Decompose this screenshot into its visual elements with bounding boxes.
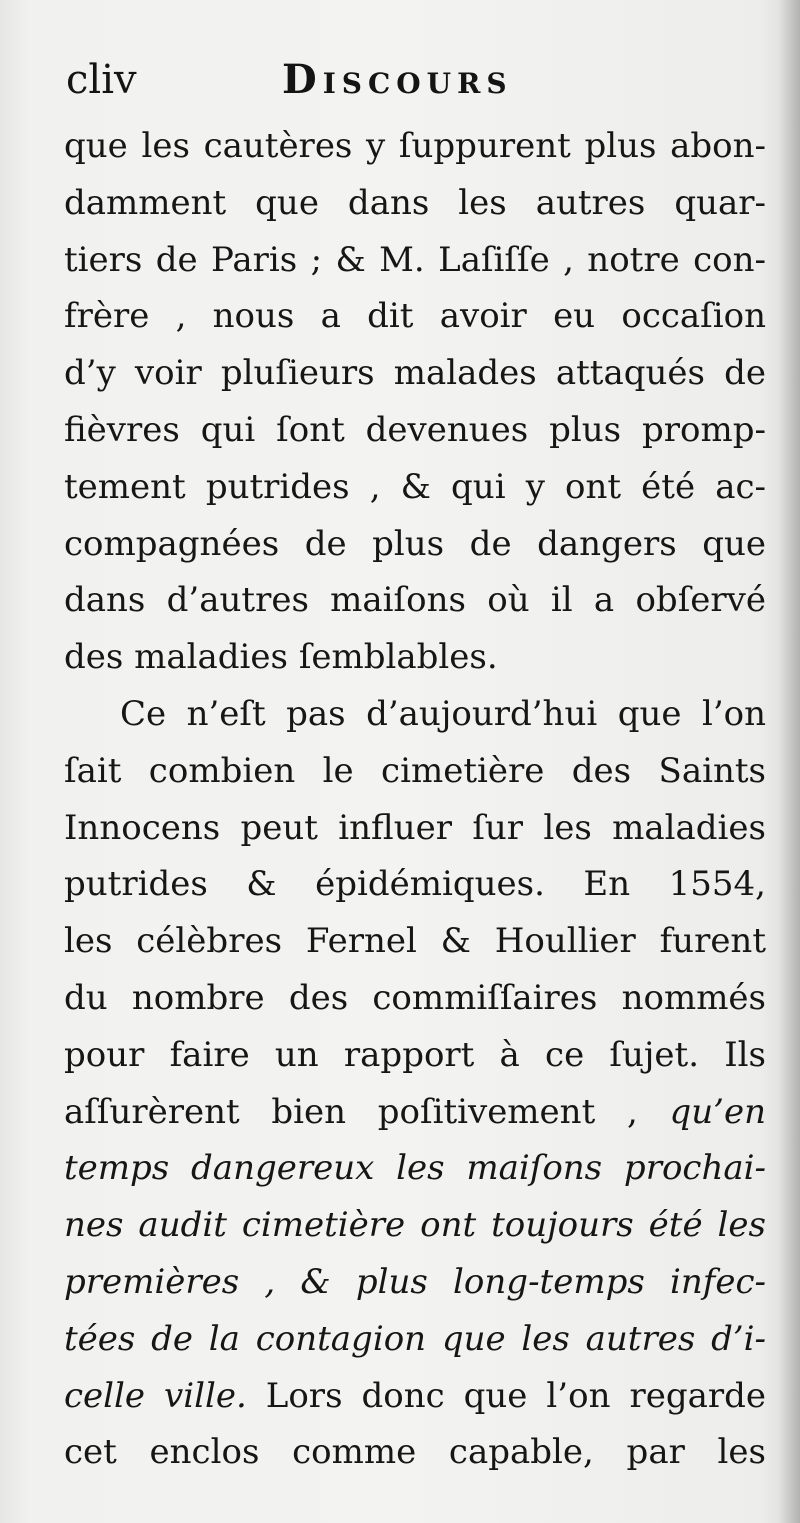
- page-header: [66, 52, 766, 112]
- text-line: aſſurèrent bien poſitivement , qu’en: [64, 1091, 766, 1132]
- text-line: compagnées de plus de dangers que: [64, 523, 766, 564]
- paragraph-end-line: des maladies ſemblables.: [64, 637, 498, 678]
- text-line: que les cautères y ſuppurent plus abon-: [64, 126, 766, 166]
- text-line: cet enclos comme capable, par les: [64, 1432, 766, 1473]
- italic-quote: qu’en: [669, 1091, 766, 1132]
- text-line: ſait combien le cimetière des Saints: [64, 750, 766, 791]
- text-line: putrides & épidémiques. En 1554,: [64, 864, 766, 905]
- paragraph-start-line: Ce n’eſt pas d’aujourd’hui que l’on: [120, 693, 766, 734]
- text-line: pour faire un rapport à ce ſujet. Ils: [64, 1034, 766, 1075]
- italic-quote: celle ville.: [64, 1375, 247, 1416]
- text-line: fièvres qui ſont devenues plus promp-: [64, 409, 766, 450]
- text-line: celle ville. Lors donc que l’on regarde: [64, 1375, 766, 1416]
- text-line: tement putrides , & qui y ont été ac-: [64, 466, 766, 507]
- text-line: Innocens peut influer ſur les maladies: [64, 807, 766, 848]
- quote-line: premières , & plus long-temps infec-: [64, 1261, 766, 1302]
- quote-line: temps dangereux les maiſons prochai-: [64, 1148, 766, 1189]
- text-line: d’y voir pluſieurs malades attaqués de: [64, 353, 766, 394]
- page-number: cliv: [66, 57, 137, 103]
- running-title: Discours: [282, 56, 513, 103]
- text-line: les célèbres Fernel & Houllier furent: [64, 921, 766, 962]
- quote-line: nes audit cimetière ont toujours été les: [64, 1205, 766, 1246]
- quote-line: tées de la contagion que les autres d’i-: [64, 1318, 766, 1359]
- text-line: dans d’autres maiſons où il a obſervé: [64, 580, 766, 621]
- text-line: damment que dans les autres quar-: [64, 182, 766, 223]
- text-line: frère , nous a dit avoir eu occaſion: [64, 296, 766, 337]
- text-line: du nombre des commiſſaires nommés: [64, 977, 766, 1018]
- body-text: [64, 118, 766, 1481]
- text-line: tiers de Paris ; & M. Laſiſſe , notre con-: [64, 239, 766, 280]
